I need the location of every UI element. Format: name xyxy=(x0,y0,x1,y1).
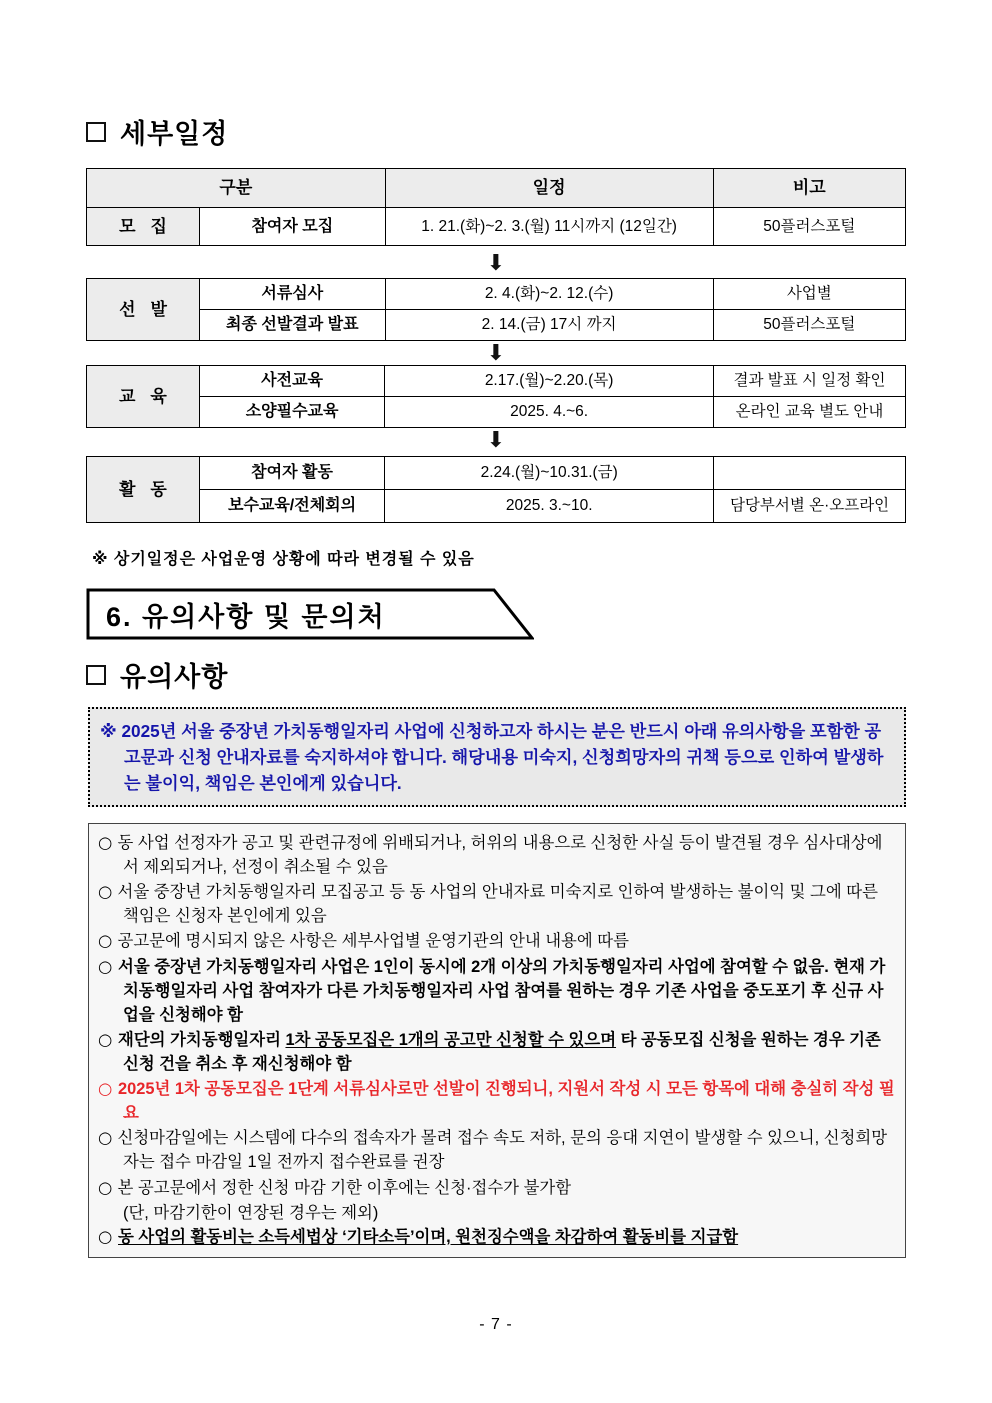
row-note: 온라인 교육 별도 안내 xyxy=(713,397,905,428)
bullet-circle-icon: ○ xyxy=(98,1177,118,1197)
row-date: 1. 21.(화)~2. 3.(월) 11시까지 (12일간) xyxy=(385,208,713,246)
list-item-highlighted xyxy=(98,1077,897,1125)
row-note: 사업별 xyxy=(713,279,905,310)
heading-schedule-label: 세부일정 xyxy=(120,119,229,149)
flow-arrow-1: ⬇ xyxy=(486,251,506,276)
bullet-circle-icon: ○ xyxy=(98,1079,119,1099)
list-item xyxy=(98,831,897,879)
row-date: 2.24.(월)~10.31.(금) xyxy=(385,457,714,490)
section-banner xyxy=(86,588,534,640)
row-subject: 최종 선발결과 발표 xyxy=(199,310,385,341)
table-header-date: 일정 xyxy=(385,169,713,208)
heading-schedule xyxy=(86,112,228,151)
table-row xyxy=(87,397,906,428)
schedule-table-header-group xyxy=(86,168,906,246)
list-item-text: 2025년 1차 공동모집은 1단계 서류심사로만 선발이 진행되니, 지원서 작성 시 모든 항목에 대해 충실히 작성 필요 xyxy=(118,1080,895,1123)
list-item xyxy=(98,955,897,1027)
list-item-text: 공고문에 명시되지 않은 사항은 세부사업별 운영기관의 안내 내용에 따름 xyxy=(117,932,629,951)
list-item xyxy=(98,880,897,928)
bullet-circle-icon: ○ xyxy=(98,931,118,951)
row-note: 결과 발표 시 일정 확인 xyxy=(713,366,905,397)
checkbox-square-icon xyxy=(86,122,106,142)
schedule-group-education xyxy=(86,365,906,428)
row-subject: 참여자 활동 xyxy=(199,457,384,490)
row-note: 50플러스포털 xyxy=(713,208,905,246)
row-note: 담당부서별 온·오프라인 xyxy=(714,490,906,523)
row-category: 교 육 xyxy=(87,366,200,428)
row-date: 2.17.(월)~2.20.(목) xyxy=(385,366,714,397)
bullet-circle-icon: ○ xyxy=(98,956,119,976)
schedule-group-selection xyxy=(86,278,906,341)
row-date: 2025. 3.~10. xyxy=(385,490,714,523)
table-row xyxy=(87,366,906,397)
checkbox-square-icon xyxy=(86,665,106,685)
list-item-text: 동 사업의 활동비는 소득세법상 ‘기타소득’이며, 원천징수액을 차감하여 활동비를 지급함 xyxy=(118,1227,739,1246)
row-subject: 소양필수교육 xyxy=(199,397,384,428)
list-item xyxy=(98,1126,897,1174)
list-item-text-before: 재단의 가치동행일자리 xyxy=(118,1030,286,1049)
list-item-text-underlined: 1차 공동모집은 1개의 공고만 신청할 수 있으며 xyxy=(285,1030,617,1049)
row-date: 2025. 4.~6. xyxy=(385,397,714,428)
row-subject: 참여자 모집 xyxy=(199,208,385,246)
table-row xyxy=(87,310,906,341)
list-item-text: 서울 중장년 가치동행일자리 사업은 1인이 동시에 2개 이상의 가치동행일자리 사업에 참여할 수 없음. 현재 가치동행일자리 사업 참여자가 다른 가치동행일자리 사업 참여를 원하는 경우 기존 사업을 중도포기 후 신규 사업을 신청해야 함 xyxy=(118,957,886,1024)
row-date: 2. 4.(화)~2. 12.(수) xyxy=(385,279,713,310)
list-item xyxy=(98,1028,897,1076)
table-header-note: 비고 xyxy=(713,169,905,208)
list-item-text: 본 공고문에서 정한 신청 마감 기한 이후에는 신청·접수가 불가함 xyxy=(117,1178,572,1197)
table-header-category: 구분 xyxy=(87,169,386,208)
heading-notes xyxy=(86,655,228,694)
list-item-text: 서울 중장년 가치동행일자리 모집공고 등 동 사업의 안내자료 미숙지로 인하여 발생하는 불이익 및 그에 따른 책임은 신청자 본인에게 있음 xyxy=(117,883,878,926)
table-header-row xyxy=(87,169,906,208)
list-item-text: 신청마감일에는 시스템에 다수의 접속자가 몰려 접수 속도 저하, 문의 응대 지연이 발생할 수 있으니, 신청희망자는 접수 마감일 1일 전까지 접수완료를 권장 xyxy=(117,1129,888,1172)
row-note xyxy=(714,457,906,490)
list-item-continuation: (단, 마감기한이 연장된 경우는 제외) xyxy=(123,1203,379,1222)
schedule-footnote: ※ 상기일정은 사업운영 상황에 따라 변경될 수 있음 xyxy=(92,551,475,568)
flow-arrow-2: ⬇ xyxy=(486,341,506,366)
schedule-group-activity xyxy=(86,456,906,523)
important-notice-box xyxy=(88,707,906,807)
row-subject: 사전교육 xyxy=(199,366,384,397)
table-row xyxy=(87,279,906,310)
page-number: - 7 - xyxy=(479,1316,513,1333)
notes-list-box xyxy=(88,823,906,1258)
notice-text: ※ 2025년 서울 중장년 가치동행일자리 사업에 신청하고자 하시는 분은 반드시 아래 유의사항을 포함한 공고문과 신청 안내자료를 숙지하셔야 합니다. 해당내용 미숙지, 신청희망자의 귀책 등으로 인하여 발생하는 불이익, 책임은 본인에게 있습니다. xyxy=(100,721,884,794)
bullet-circle-icon: ○ xyxy=(98,1029,119,1049)
list-item xyxy=(98,929,897,953)
table-row xyxy=(87,490,906,523)
flow-arrow-3: ⬇ xyxy=(486,428,506,453)
row-subject: 보수교육/전체회의 xyxy=(199,490,384,523)
table-row xyxy=(87,457,906,490)
row-subject: 서류심사 xyxy=(199,279,385,310)
bullet-circle-icon: ○ xyxy=(98,1128,118,1148)
list-item xyxy=(98,1225,897,1249)
table-row xyxy=(87,208,906,246)
row-note: 50플러스포털 xyxy=(713,310,905,341)
row-category: 모 집 xyxy=(87,208,200,246)
list-item-text-after: 타 공동모집 신청을 원하는 경우 기존 신청 건을 취소 후 재신청해야 함 xyxy=(123,1030,881,1073)
row-category: 선 발 xyxy=(87,279,200,341)
heading-notes-label: 유의사항 xyxy=(120,662,229,692)
row-category: 활 동 xyxy=(87,457,200,523)
bullet-circle-icon: ○ xyxy=(98,1226,119,1246)
bullet-circle-icon: ○ xyxy=(98,882,118,902)
row-date: 2. 14.(금) 17시 까지 xyxy=(385,310,713,341)
bullet-circle-icon: ○ xyxy=(98,833,118,852)
list-item xyxy=(98,1176,897,1200)
banner-title: 6. 유의사항 및 문의처 xyxy=(106,602,386,632)
list-item-text: 동 사업 선정자가 공고 및 관련규정에 위배되거나, 허위의 내용으로 신청한 사실 등이 발견될 경우 심사대상에서 제외되거나, 선정이 취소될 수 있음 xyxy=(117,834,883,877)
